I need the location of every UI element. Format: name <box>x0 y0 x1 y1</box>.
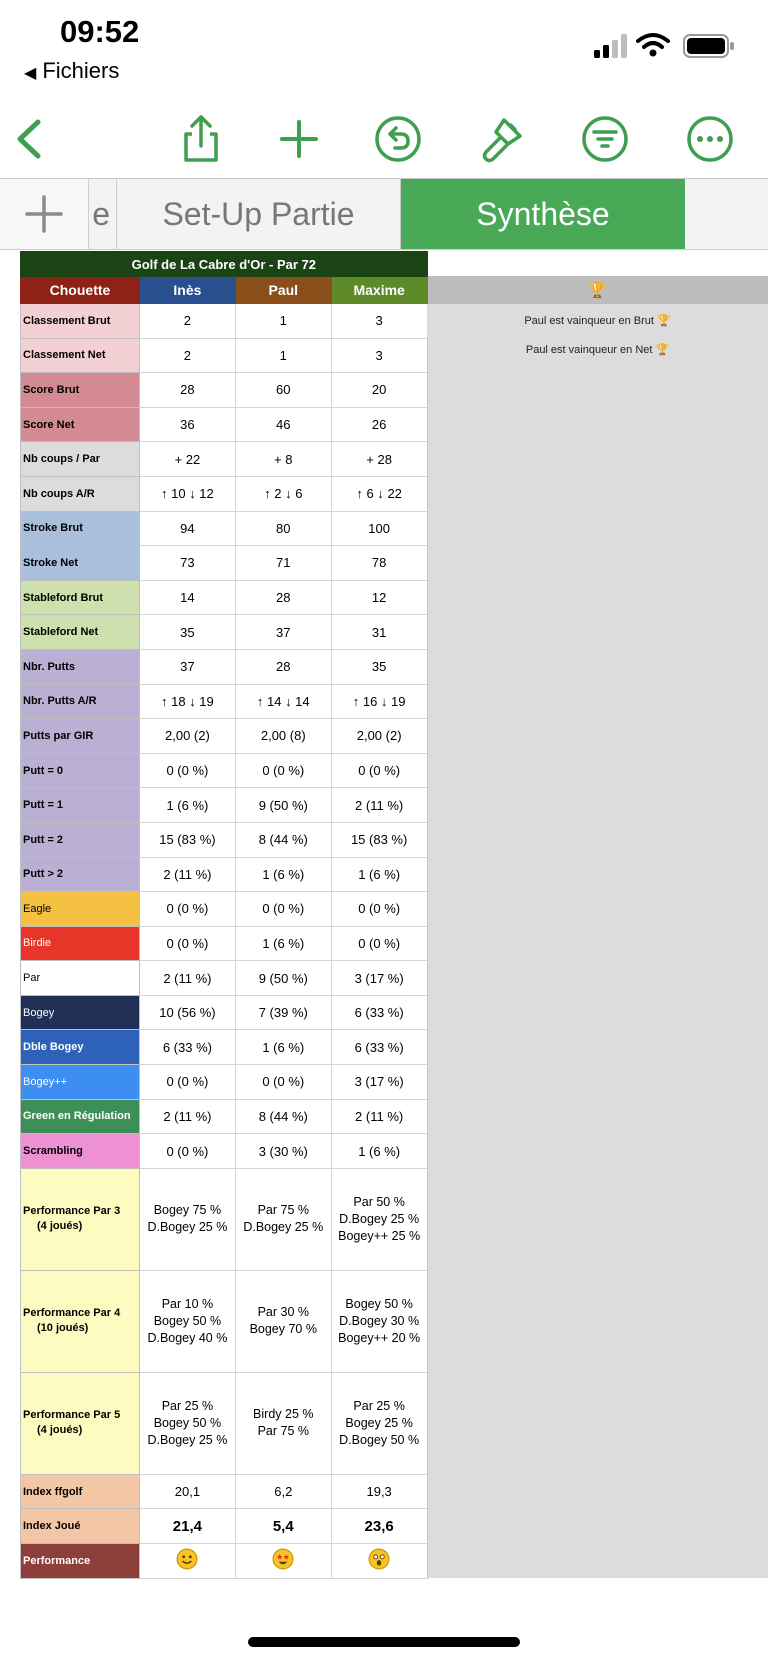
value-cell[interactable]: 3 (30 %) <box>235 1134 331 1169</box>
filter-icon[interactable] <box>580 114 630 164</box>
row-label: Bogey++ <box>21 1065 140 1100</box>
home-indicator <box>248 1637 520 1647</box>
row-label: Stroke Net <box>21 546 140 581</box>
value-cell[interactable]: 1 (6 %) <box>331 857 427 892</box>
plus-icon[interactable] <box>274 114 324 164</box>
row-label: Par <box>21 961 140 996</box>
row-label: Putt = 2 <box>21 822 140 857</box>
slightly-smiling-face-icon <box>176 1558 198 1573</box>
row-label: Nbr. Putts <box>21 649 140 684</box>
value-cell[interactable]: 1 <box>235 304 331 339</box>
value-cell[interactable] <box>331 1372 427 1474</box>
value-cell[interactable]: 37 <box>235 615 331 650</box>
value-cell[interactable]: 6 (33 %) <box>331 995 427 1030</box>
row-label: Scrambling <box>21 1134 140 1169</box>
table-row <box>21 304 768 339</box>
player-header-maxime[interactable]: Maxime <box>331 277 427 304</box>
perf-label-count: (4 joués) <box>37 1220 83 1233</box>
perf-line: Par 30 % <box>257 1305 309 1320</box>
row-label: Putt = 0 <box>21 753 140 788</box>
value-cell[interactable]: 2 (11 %) <box>139 961 235 996</box>
value-cell[interactable]: 100 <box>331 511 427 546</box>
row-label <box>21 1270 140 1372</box>
perf-line: Bogey 50 % <box>153 1313 222 1328</box>
player-header-paul[interactable]: Paul <box>235 277 331 304</box>
value-cell[interactable]: 73 <box>139 546 235 581</box>
row-label: Classement Brut <box>21 304 140 339</box>
row-label: Dble Bogey <box>21 1030 140 1065</box>
cellular-signal-icon <box>594 34 628 58</box>
toolbar <box>0 100 768 179</box>
value-cell[interactable]: + 8 <box>235 442 331 477</box>
perf-label-title: Performance Par 4 <box>23 1307 121 1320</box>
value-cell[interactable]: 28 <box>139 373 235 408</box>
value-cell[interactable]: 15 (83 %) <box>331 822 427 857</box>
row-label: Putt > 2 <box>21 857 140 892</box>
tab-label: e <box>92 196 110 232</box>
perf-line: Bogey 70 % <box>249 1322 317 1337</box>
chevron-left-icon[interactable] <box>6 114 56 164</box>
value-cell[interactable]: 2 <box>139 304 235 339</box>
value-cell[interactable]: 1 <box>235 338 331 373</box>
value-cell[interactable]: 0 (0 %) <box>139 926 235 961</box>
back-to-app-button[interactable] <box>24 58 119 84</box>
header-row <box>21 277 768 304</box>
value-cell[interactable]: 19,3 <box>331 1474 427 1509</box>
battery-icon <box>683 34 735 58</box>
value-cell[interactable]: 9 (50 %) <box>235 961 331 996</box>
perf-label-title: Performance Par 3 <box>23 1205 121 1218</box>
perf-line: Par 10 % <box>161 1296 214 1311</box>
value-cell[interactable]: 0 (0 %) <box>139 1065 235 1100</box>
trophy-header: 🏆 <box>427 277 767 304</box>
winner-note: Paul est vainqueur en Net 🏆 <box>525 344 670 356</box>
value-cell[interactable]: 2 (11 %) <box>139 857 235 892</box>
paintbrush-icon[interactable] <box>476 114 526 164</box>
value-cell[interactable]: ↑ 16 ↓ 19 <box>331 684 427 719</box>
value-cell[interactable]: 0 (0 %) <box>331 892 427 927</box>
row-label: Nb coups / Par <box>21 442 140 477</box>
row-label <box>21 1372 140 1474</box>
perf-line: Bogey 25 % <box>345 1415 413 1430</box>
plus-icon <box>0 179 88 249</box>
wifi-icon <box>636 32 670 58</box>
perf-line: D.Bogey 25 % <box>339 1211 420 1226</box>
value-cell[interactable]: ↑ 2 ↓ 6 <box>235 476 331 511</box>
status-time: 09:52 <box>60 14 140 49</box>
value-cell[interactable]: 9 (50 %) <box>235 788 331 823</box>
value-cell[interactable]: 3 <box>331 338 427 373</box>
value-cell[interactable]: 5,4 <box>235 1509 331 1544</box>
value-cell[interactable]: 35 <box>331 649 427 684</box>
value-cell[interactable]: 8 (44 %) <box>235 1099 331 1134</box>
value-cell[interactable]: 2 (11 %) <box>139 1099 235 1134</box>
perf-line: D.Bogey 50 % <box>339 1432 420 1447</box>
value-cell[interactable] <box>235 1372 331 1474</box>
perf-line: Par 25 % <box>161 1398 214 1413</box>
value-cell[interactable] <box>139 1168 235 1270</box>
spreadsheet <box>20 251 768 1579</box>
perf-line: D.Bogey 30 % <box>339 1313 420 1328</box>
value-cell[interactable]: 0 (0 %) <box>235 892 331 927</box>
perf-line: Par 50 % <box>353 1194 405 1209</box>
perf-line: Birdy 25 % <box>253 1407 314 1422</box>
row-label: Score Net <box>21 407 140 442</box>
value-cell[interactable] <box>235 1270 331 1372</box>
value-cell[interactable]: 60 <box>235 373 331 408</box>
value-cell[interactable]: 1 (6 %) <box>235 1030 331 1065</box>
row-label: Stableford Brut <box>21 580 140 615</box>
value-cell[interactable]: 78 <box>331 546 427 581</box>
perf-line: Par 75 % <box>257 1424 309 1439</box>
value-cell[interactable]: 28 <box>235 649 331 684</box>
value-cell[interactable]: 36 <box>139 407 235 442</box>
perf-label-count: (10 joués) <box>37 1322 89 1335</box>
tab-setup-partie[interactable]: Set-Up Partie <box>117 179 401 249</box>
value-cell[interactable]: 3 (17 %) <box>331 961 427 996</box>
corner-header: Chouette <box>21 277 140 304</box>
value-cell[interactable]: 8 (44 %) <box>235 822 331 857</box>
row-label: Nbr. Putts A/R <box>21 684 140 719</box>
astonished-face-icon <box>368 1558 390 1573</box>
value-cell[interactable] <box>331 1544 427 1579</box>
value-cell[interactable]: 20 <box>331 373 427 408</box>
value-cell[interactable]: 1 (6 %) <box>235 857 331 892</box>
undo-icon[interactable] <box>373 114 423 164</box>
row-label: Index Joué <box>21 1509 140 1544</box>
value-cell[interactable]: ↑ 10 ↓ 12 <box>139 476 235 511</box>
row-label: Stableford Net <box>21 615 140 650</box>
perf-line: Bogey 75 % <box>153 1203 222 1218</box>
player-header-inès[interactable]: Inès <box>139 277 235 304</box>
row-label: Birdie <box>21 926 140 961</box>
value-cell[interactable]: 35 <box>139 615 235 650</box>
sheet-tabs <box>0 179 768 250</box>
value-cell[interactable]: 0 (0 %) <box>139 753 235 788</box>
row-label: Score Brut <box>21 373 140 408</box>
row-label: Classement Net <box>21 338 140 373</box>
value-cell[interactable]: 37 <box>139 649 235 684</box>
winner-note: Paul est vainqueur en Brut 🏆 <box>524 315 671 327</box>
value-cell[interactable]: 0 (0 %) <box>235 1065 331 1100</box>
star-struck-face-icon <box>272 1558 294 1573</box>
value-cell[interactable]: 0 (0 %) <box>235 753 331 788</box>
sheet-title: Golf de La Cabre d'Or - Par 72 <box>21 252 428 277</box>
value-cell[interactable]: 23,6 <box>331 1509 427 1544</box>
row-label: Nb coups A/R <box>21 476 140 511</box>
value-cell[interactable]: 21,4 <box>139 1509 235 1544</box>
value-cell[interactable]: 2,00 (8) <box>235 719 331 754</box>
empty-cell <box>427 252 767 277</box>
value-cell[interactable]: 6 (33 %) <box>331 1030 427 1065</box>
value-cell[interactable] <box>235 1544 331 1579</box>
results-panel <box>427 304 767 1579</box>
row-label <box>21 1168 140 1270</box>
perf-line: Bogey 50 % <box>153 1415 222 1430</box>
value-cell[interactable]: 14 <box>139 580 235 615</box>
value-cell[interactable]: 2 <box>139 338 235 373</box>
perf-line: Par 25 % <box>353 1398 405 1413</box>
value-cell[interactable]: 6 (33 %) <box>139 1030 235 1065</box>
value-cell[interactable]: 10 (56 %) <box>139 995 235 1030</box>
value-cell[interactable]: 3 (17 %) <box>331 1065 427 1100</box>
status-bar <box>0 0 768 100</box>
value-cell[interactable]: ↑ 18 ↓ 19 <box>139 684 235 719</box>
perf-line: D.Bogey 40 % <box>147 1330 228 1345</box>
value-cell[interactable] <box>139 1372 235 1474</box>
value-cell[interactable]: 28 <box>235 580 331 615</box>
value-cell[interactable]: 80 <box>235 511 331 546</box>
perf-line: Bogey++ 25 % <box>338 1228 421 1243</box>
value-cell[interactable]: 1 (6 %) <box>139 788 235 823</box>
share-icon[interactable] <box>176 114 226 164</box>
value-cell[interactable]: 6,2 <box>235 1474 331 1509</box>
value-cell[interactable] <box>331 1270 427 1372</box>
value-cell[interactable]: 2 (11 %) <box>331 1099 427 1134</box>
row-label: Eagle <box>21 892 140 927</box>
value-cell[interactable]: 0 (0 %) <box>331 926 427 961</box>
back-app-label: Fichiers <box>42 58 120 83</box>
perf-line: Bogey++ 20 % <box>338 1330 421 1345</box>
value-cell[interactable]: 0 (0 %) <box>139 892 235 927</box>
perf-line: D.Bogey 25 % <box>147 1220 228 1235</box>
value-cell[interactable]: ↑ 6 ↓ 22 <box>331 476 427 511</box>
value-cell[interactable]: 26 <box>331 407 427 442</box>
value-cell[interactable]: 0 (0 %) <box>331 753 427 788</box>
perf-label-title: Performance Par 5 <box>23 1409 121 1422</box>
value-cell[interactable]: 2,00 (2) <box>139 719 235 754</box>
perf-line: Par 75 % <box>257 1203 309 1218</box>
value-cell[interactable]: 3 <box>331 304 427 339</box>
value-cell[interactable] <box>139 1544 235 1579</box>
perf-line: Bogey 50 % <box>345 1296 413 1311</box>
value-cell[interactable]: 0 (0 %) <box>139 1134 235 1169</box>
perf-label-count: (4 joués) <box>37 1424 83 1437</box>
row-label: Bogey <box>21 995 140 1030</box>
synthese-table <box>20 251 768 1579</box>
row-label: Putts par GIR <box>21 719 140 754</box>
back-triangle-icon: ◀ <box>24 65 37 82</box>
row-label: Index ffgolf <box>21 1474 140 1509</box>
value-cell[interactable]: 1 (6 %) <box>235 926 331 961</box>
row-label: Green en Régulation <box>21 1099 140 1134</box>
value-cell[interactable]: 7 (39 %) <box>235 995 331 1030</box>
row-label: Performance <box>21 1544 140 1579</box>
tab-synthese[interactable]: Synthèse <box>401 179 685 249</box>
value-cell[interactable] <box>331 1168 427 1270</box>
value-cell[interactable] <box>235 1168 331 1270</box>
sheet-title-row <box>21 252 768 277</box>
value-cell[interactable]: ↑ 14 ↓ 14 <box>235 684 331 719</box>
value-cell[interactable]: 2,00 (2) <box>331 719 427 754</box>
value-cell[interactable]: + 22 <box>139 442 235 477</box>
row-label: Putt = 1 <box>21 788 140 823</box>
value-cell[interactable]: 1 (6 %) <box>331 1134 427 1169</box>
value-cell[interactable]: 71 <box>235 546 331 581</box>
more-icon[interactable] <box>685 114 735 164</box>
value-cell[interactable]: 46 <box>235 407 331 442</box>
value-cell[interactable]: + 28 <box>331 442 427 477</box>
value-cell[interactable]: 12 <box>331 580 427 615</box>
value-cell[interactable]: 94 <box>139 511 235 546</box>
perf-line: D.Bogey 25 % <box>243 1220 324 1235</box>
value-cell[interactable] <box>139 1270 235 1372</box>
perf-line: D.Bogey 25 % <box>147 1432 228 1447</box>
row-label: Stroke Brut <box>21 511 140 546</box>
value-cell[interactable]: 20,1 <box>139 1474 235 1509</box>
value-cell[interactable]: 31 <box>331 615 427 650</box>
value-cell[interactable]: 2 (11 %) <box>331 788 427 823</box>
value-cell[interactable]: 15 (83 %) <box>139 822 235 857</box>
add-sheet-button[interactable] <box>0 179 89 249</box>
